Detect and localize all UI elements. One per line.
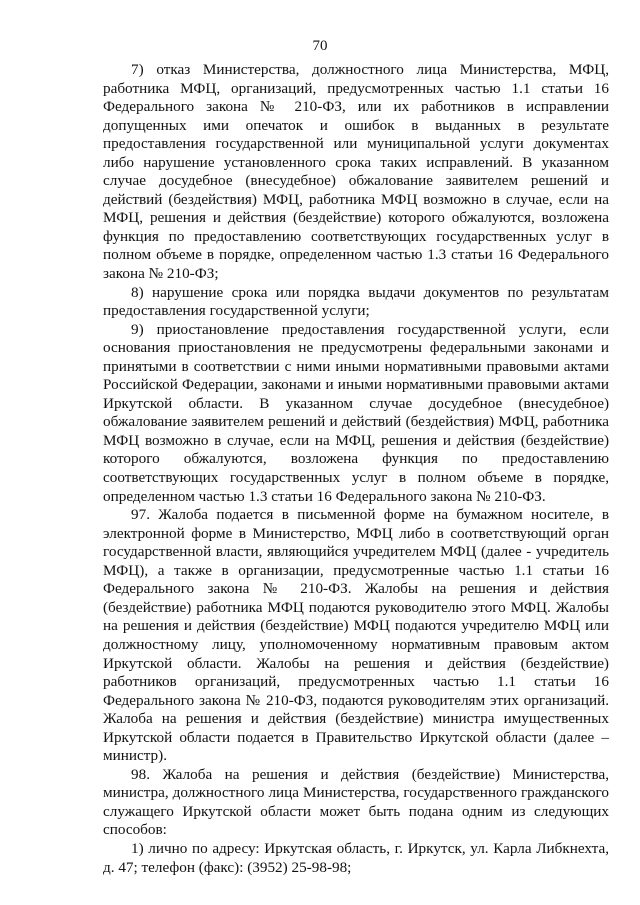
document-body <box>103 61 609 877</box>
paragraph-98: 98. Жалоба на решения и действия (бездействие) Министерства, министра, должностного лица Министерства, государственного гражданского служащего Иркутской области может быть подана одним из следующих способов: <box>103 765 609 839</box>
paragraph-97: 97. Жалоба подается в письменной форме на бумажном носителе, в электронной форме в Министерство, МФЦ либо в соответствующий орган государственной власти, являющийся учредителем МФЦ (далее - учредитель МФЦ), а также в организации, предусмотренные частью 1.1 статьи 16 Федерального закона № 210-ФЗ. Жалобы на решения и действия (бездействие) работника МФЦ подаются руководителю этого МФЦ. Жалобы на решения и действия (бездействие) МФЦ подаются учредителю МФЦ или должностному лицу, уполномоченному нормативным правовым актом Иркутской области. Жалобы на решения и действия (бездействие) работников организаций, предусмотренных частью 1.1 статьи 16 Федерального закона № 210-ФЗ, подаются руководителям этих организаций. Жалоба на решения и действия (бездействие) министра имущественных Иркутской области подается в Правительство Иркутской области (далее – министр). <box>103 506 609 765</box>
paragraph-98-item-1: 1) лично по адресу: Иркутская область, г. Иркутск, ул. Карла Либкнехта, д. 47; телефон (факс): (3952) 25-98-98; <box>103 839 609 876</box>
page-number: 70 <box>312 38 328 54</box>
paragraph-item-9: 9) приостановление предоставления государственной услуги, если основания приостановления не предусмотрены федеральными законами и принятыми в соответствии с ними иными нормативными правовыми актами Российской Федерации, законами и иными нормативными правовыми актами Иркутской области. В указанном случае досудебное (внесудебное) обжалование заявителем решений и действий (бездействия) МФЦ, работника МФЦ возможно в случае, если на МФЦ, решения и действия (бездействие) которого обжалуются, возложена функция по предоставлению соответствующих государственных услуг в полном объеме в порядке, определенном частью 1.3 статьи 16 Федерального закона № 210-ФЗ. <box>103 320 609 505</box>
paragraph-item-7: 7) отказ Министерства, должностного лица Министерства, МФЦ, работника МФЦ, организаций, предусмотренных частью 1.1 статьи 16 Федерального закона № 210-ФЗ, или их работников в исправлении допущенных ими опечаток и ошибок в выданных в результате предоставления государственной или муниципальной услуги документах либо нарушение установленного срока таких исправлений. В указанном случае досудебное (внесудебное) обжалование заявителем решений и действий (бездействия) МФЦ, работника МФЦ возможно в случае, если на МФЦ, решения и действия (бездействие) которого обжалуются, возложена функция по предоставлению соответствующих государственных услуг в полном объеме в порядке, определенном частью 1.3 статьи 16 Федерального закона № 210-ФЗ; <box>103 61 609 283</box>
paragraph-item-8: 8) нарушение срока или порядка выдачи документов по результатам предоставления государственной услуги; <box>103 283 609 320</box>
